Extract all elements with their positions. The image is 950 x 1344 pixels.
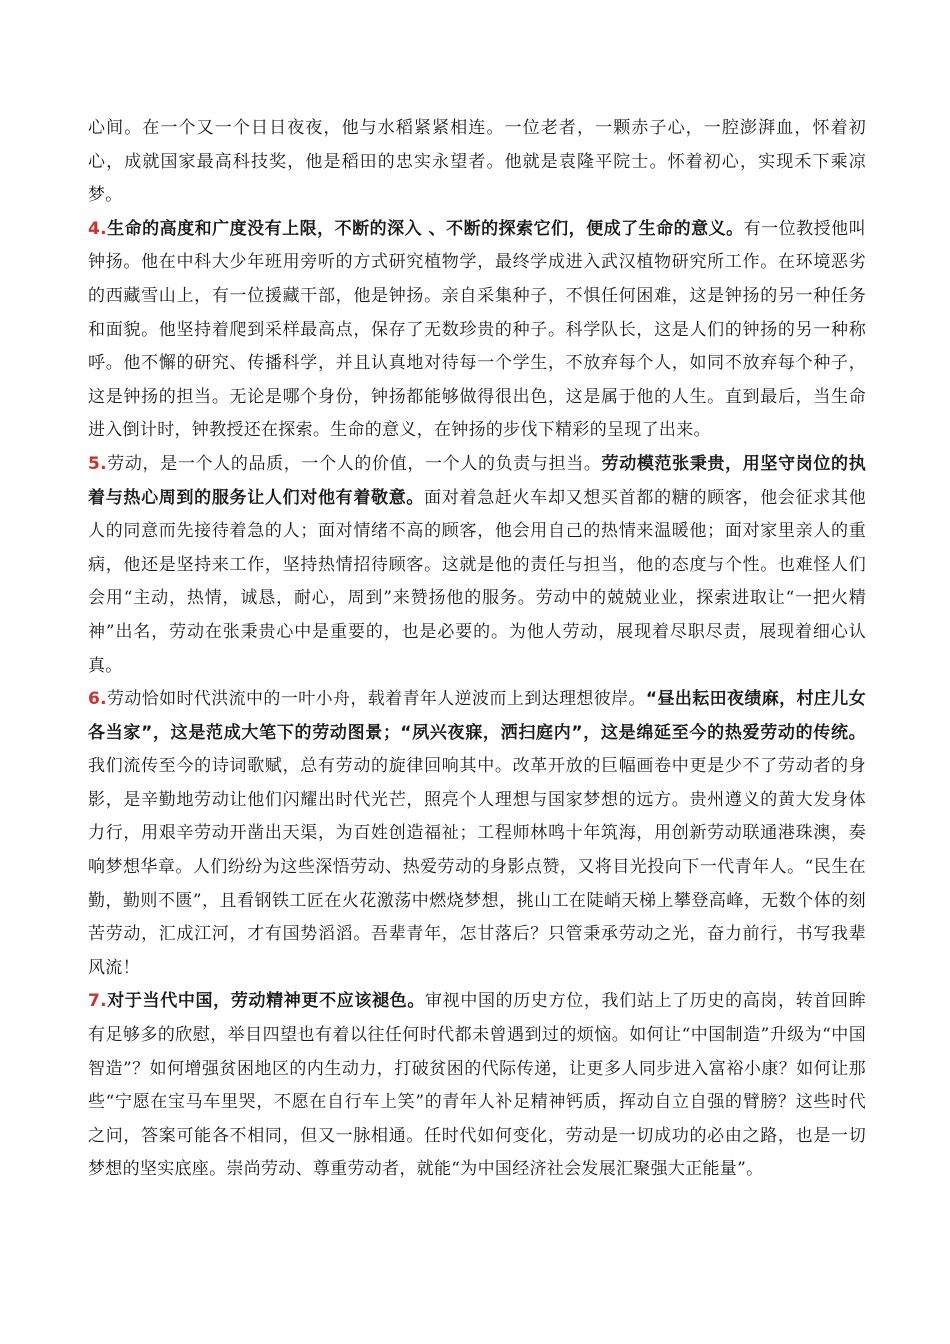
paragraph-number: 4. <box>88 218 107 239</box>
paragraph-5 <box>88 448 866 683</box>
paragraph-number: 7. <box>88 991 107 1012</box>
paragraph-text: 心间。在一个又一个日日夜夜，他与水稻紧紧相连。一位老者，一颗赤子心，一腔澎湃血，怀着初心，成就国家最高科技奖，他是稻田的忠实永望者。他就是袁隆平院士。怀着初心，实现禾下乘凉梦。 <box>88 118 866 206</box>
paragraph-text: 劳动恰如时代洪流中的一叶小舟，载着青年人逆波而上到达理想彼岸。 <box>106 689 646 710</box>
document-body <box>88 112 866 1187</box>
paragraph-text: 劳动，是一个人的品质，一个人的价值，一个人的负责与担当。 <box>106 453 602 474</box>
paragraph-7 <box>88 985 866 1187</box>
paragraph-thesis: 生命的高度和广度没有上限，不断的深入 、不断的探索它们，便成了生命的意义。 <box>106 218 744 239</box>
paragraph-6 <box>88 683 866 985</box>
paragraph-text: 审视中国的历史方位，我们站上了历史的高岗，转首回眸有足够多的欣慰，举目四望也有着以往任何时代都未曾遇到过的烦恼。如何让“中国制造”升级为“中国智造”？如何增强贫困地区的内生动力，打破贫困的代际传递，让更多人同步进入富裕小康？如何让那些“宁愿在宝马车里哭，不愿在自行车上笑”的青年人补足精神钙质，挥动自立自强的臂膀？这些时代之问，答案可能各不相同，但又一脉相通。任时代如何变化，劳动是一切成功的必由之路，也是一切梦想的坚实底座。崇尚劳动、尊重劳动者，就能“为中国经济社会发展汇聚强大正能量”。 <box>88 991 866 1180</box>
paragraph-number: 6. <box>88 689 107 710</box>
paragraph-thesis: “昼出耘田夜绩麻，村庄儿女各当家”，这是范成大笔下的劳动图景；“夙兴夜寐，洒扫庭内”，这是绵延至今的热爱劳动的传统。 <box>88 689 866 743</box>
paragraph-4 <box>88 213 866 448</box>
paragraph-text: 有一位教授他叫钟扬。他在中科大少年班用旁听的方式研究植物学，最终学成进入武汉植物研究所工作。在环境恶劣的西藏雪山上，有一位援藏干部，他是钟扬。亲自采集种子，不惧任何困难，这是钟扬的另一种任务和面貌。他坚持着爬到采样最高点，保存了无数珍贵的种子。科学队长，这是人们的钟扬的另一种称呼。他不懈的研究、传播科学，并且认真地对待每一个学生，不放弃每个人，如同不放弃每个种子，这是钟扬的担当。无论是哪个身份，钟扬都能够做得很出色，这是属于他的人生。直到最后，当生命进入倒计时，钟教授还在探索。生命的意义，在钟扬的步伐下精彩的呈现了出来。 <box>88 218 866 441</box>
paragraph-text: 面对着急赶火车却又想买首都的糖的顾客，他会征求其他人的同意而先接待着急的人；面对情绪不高的顾客，他会用自己的热情来温暖他；面对家里亲人的重病，他还是坚持来工作，坚持热情招待顾客。这就是他的责任与担当，他的态度与个性。也难怪人们会用“主动，热情，诚恳，耐心，周到”来赞扬他的服务。劳动中的兢兢业业，探索进取让“一把火精神”出名，劳动在张秉贵心中是重要的，也是必要的。为他人劳动，展现着尽职尽责，展现着细心认真。 <box>88 487 866 676</box>
paragraph-text: 我们流传至今的诗词歌赋，总有劳动的旋律回响其中。改革开放的巨幅画卷中更是少不了劳动者的身影，是辛勤地劳动让他们闪耀出时代光芒，照亮个人理想与国家梦想的远方。贵州遵义的黄大发身体力行，用艰辛劳动开凿出天渠，为百姓创造福祉；工程师林鸣十年筑海，用创新劳动联通港珠澳，奏响梦想华章。人们纷纷为这些深悟劳动、热爱劳动的身影点赞，又将目光投向下一代青年人。“民生在勤，勤则不匮”，且看钢铁工匠在火花激荡中燃烧梦想，挑山工在陡峭天梯上攀登高峰，无数个体的刻苦劳动，汇成江河，才有国势滔滔。吾辈青年，怎甘落后？只管秉承劳动之光，奋力前行，书写我辈风流！ <box>88 756 866 978</box>
paragraph-thesis: 劳动模范张秉贵，用坚守岗位的执着与热心周到的服务让人们对他有着敬意。 <box>88 453 866 508</box>
paragraph-thesis: 对于当代中国，劳动精神更不应该褪色。 <box>106 991 426 1012</box>
paragraph-continuation <box>88 112 866 213</box>
paragraph-number: 5. <box>88 453 107 474</box>
